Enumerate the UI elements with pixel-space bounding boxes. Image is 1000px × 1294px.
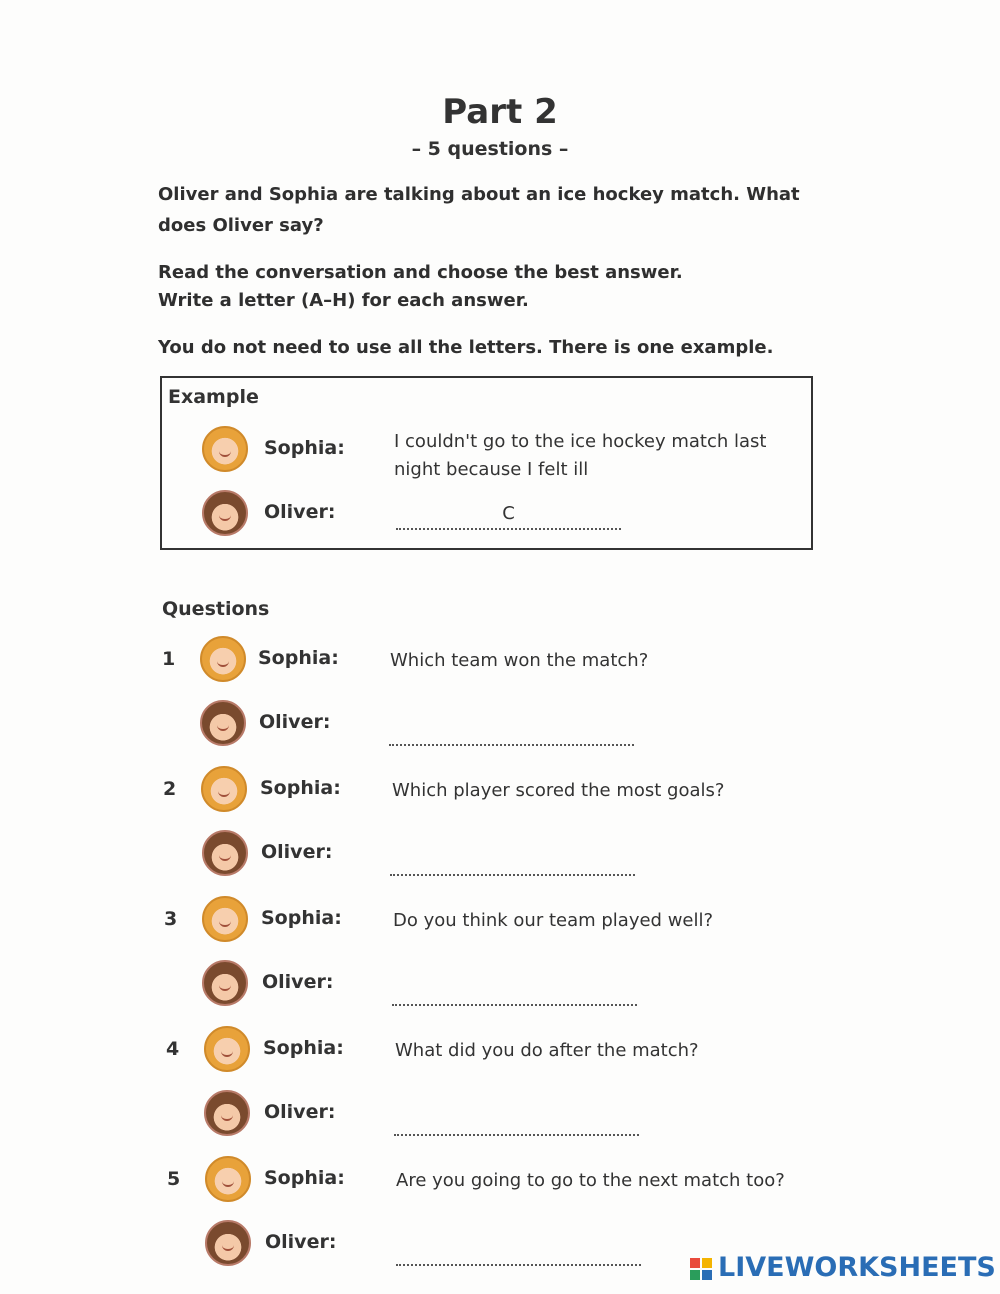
question-3-sophia-row xyxy=(162,896,802,952)
example-oliver-row xyxy=(202,490,802,546)
girl-avatar-icon xyxy=(204,1026,250,1072)
liveworksheets-logo-icon xyxy=(690,1258,714,1282)
page-title: Part 2 xyxy=(442,92,558,132)
question-number: 1 xyxy=(162,648,176,670)
example-sophia-row xyxy=(202,426,802,482)
question-number: 3 xyxy=(164,908,178,930)
boy-avatar-icon xyxy=(200,700,246,746)
example-sophia-line-2: night because I felt ill xyxy=(394,459,589,480)
speaker-label: Sophia: xyxy=(261,907,342,929)
answer-4-input[interactable] xyxy=(394,1110,639,1136)
example-sophia-line-1: I couldn't go to the ice hockey match last xyxy=(394,431,767,452)
intro-line-2: does Oliver say? xyxy=(158,215,324,236)
question-4-sophia-row xyxy=(162,1026,802,1082)
boy-avatar-icon xyxy=(202,830,248,876)
instruction-line-2: Write a letter (A–H) for each answer. xyxy=(158,290,529,311)
instruction-line-1: Read the conversation and choose the best answer. xyxy=(158,262,683,283)
question-3-oliver-row xyxy=(162,960,802,1016)
speaker-label: Oliver: xyxy=(264,1101,336,1123)
question-text: Which player scored the most goals? xyxy=(392,780,725,801)
question-5-sophia-row xyxy=(162,1156,802,1212)
instruction-line-3: You do not need to use all the letters. There is one example. xyxy=(158,337,774,358)
speaker-label: Sophia: xyxy=(264,437,345,459)
speaker-label: Oliver: xyxy=(261,841,333,863)
questions-heading: Questions xyxy=(162,598,270,620)
speaker-label: Oliver: xyxy=(259,711,331,733)
answer-3-input[interactable] xyxy=(392,980,637,1006)
speaker-label: Oliver: xyxy=(262,971,334,993)
answer-1-input[interactable] xyxy=(389,720,634,746)
page-subtitle: – 5 questions – xyxy=(411,138,569,160)
example-heading: Example xyxy=(168,386,259,408)
girl-avatar-icon xyxy=(202,896,248,942)
example-sophia-text xyxy=(394,428,774,484)
boy-avatar-icon xyxy=(204,1090,250,1136)
brand-logo-text[interactable]: LIVEWORKSHEETS xyxy=(718,1252,996,1283)
answer-2-input[interactable] xyxy=(390,850,635,876)
question-text: Do you think our team played well? xyxy=(393,910,714,931)
girl-avatar-icon xyxy=(205,1156,251,1202)
intro-line-1: Oliver and Sophia are talking about an ice hockey match. What xyxy=(158,184,800,205)
speaker-label: Sophia: xyxy=(263,1037,344,1059)
question-number: 2 xyxy=(163,778,177,800)
question-2-oliver-row xyxy=(162,830,802,886)
question-text: What did you do after the match? xyxy=(395,1040,699,1061)
speaker-label: Oliver: xyxy=(264,501,336,523)
question-1-sophia-row xyxy=(162,636,802,692)
question-number: 4 xyxy=(166,1038,180,1060)
girl-avatar-icon xyxy=(200,636,246,682)
girl-avatar-icon xyxy=(202,426,248,472)
example-box xyxy=(160,376,813,550)
speaker-label: Oliver: xyxy=(265,1231,337,1253)
boy-avatar-icon xyxy=(202,490,248,536)
speaker-label: Sophia: xyxy=(260,777,341,799)
boy-avatar-icon xyxy=(205,1220,251,1266)
question-2-sophia-row xyxy=(162,766,802,822)
girl-avatar-icon xyxy=(201,766,247,812)
question-text: Are you going to go to the next match too? xyxy=(396,1170,785,1191)
question-4-oliver-row xyxy=(162,1090,802,1146)
question-1-oliver-row xyxy=(162,700,802,756)
question-number: 5 xyxy=(167,1168,181,1190)
speaker-label: Sophia: xyxy=(258,647,339,669)
speaker-label: Sophia: xyxy=(264,1167,345,1189)
example-answer: C xyxy=(396,504,621,530)
question-text: Which team won the match? xyxy=(390,650,649,671)
answer-5-input[interactable] xyxy=(396,1240,641,1266)
boy-avatar-icon xyxy=(202,960,248,1006)
